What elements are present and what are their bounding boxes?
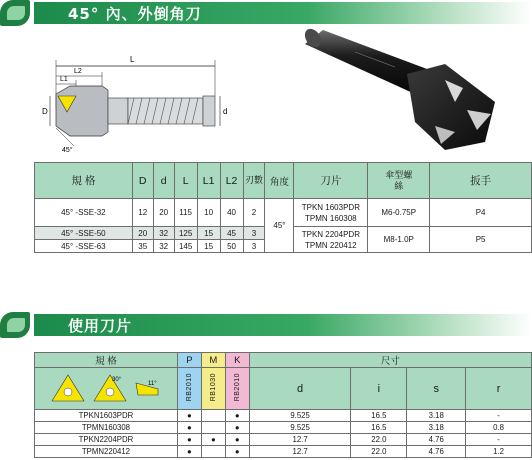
cell-d: 9.525 (249, 410, 351, 422)
insert-shapes-icon (46, 371, 166, 405)
cell-spec: TPKN1603PDR (35, 410, 178, 422)
cell-spec: 45° -SSE-32 (35, 199, 133, 227)
cell-K: ● (225, 446, 249, 458)
col-header-spec: 規 格 (35, 353, 178, 368)
cell-spec: TPMN160308 (35, 422, 178, 434)
cell-D: 20 (132, 227, 153, 240)
col-header-L: L (174, 163, 197, 199)
cell-P: ● (177, 410, 201, 422)
cell-insert (294, 199, 368, 227)
angle-label: 45° (62, 147, 73, 154)
col-header-L1: L1 (197, 163, 220, 199)
cell-d: 20 (153, 199, 174, 227)
col-header-r: r (466, 368, 532, 410)
cell-spec: TPKN2204PDR (35, 434, 178, 446)
table-row (35, 422, 532, 434)
section-bullet-icon (0, 312, 30, 338)
cell-D: 35 (132, 240, 153, 253)
cell-i: 16.5 (351, 410, 407, 422)
insert-spec-table (34, 352, 532, 458)
col-header-dimensions: 尺寸 (249, 353, 531, 368)
cell-L1: 15 (197, 227, 220, 240)
cell-i: 22.0 (351, 446, 407, 458)
cell-angle: 45° (265, 199, 294, 253)
col-header-d: d (153, 163, 174, 199)
col-header-i: i (351, 368, 407, 410)
section-title-bar (34, 2, 532, 24)
dim-d-label: d (223, 107, 228, 116)
cell-screw: M6-0.75P (368, 199, 430, 227)
table-row (35, 446, 532, 458)
cell-K: ● (225, 422, 249, 434)
cell-P: ● (177, 446, 201, 458)
col-header-insert: 刀片 (294, 163, 368, 199)
cell-i: 16.5 (351, 422, 407, 434)
cell-M (201, 446, 225, 458)
section-title: 45° 內、外倒角刀 (68, 5, 202, 23)
cell-s: 4.76 (407, 446, 466, 458)
cell-L1: 15 (197, 240, 220, 253)
col-header-angle: 角度 (265, 163, 294, 199)
dim-L1-label: L1 (60, 76, 68, 83)
cell-edges: 3 (243, 240, 265, 253)
cell-r: 1.2 (466, 446, 532, 458)
cell-r: 0.8 (466, 422, 532, 434)
section-bullet-icon (0, 0, 30, 26)
col-header-wrench: 扳手 (430, 163, 532, 199)
insert-model: TPKN 2204PDR (301, 229, 360, 239)
cell-insert (294, 227, 368, 253)
section-title-bar (34, 314, 532, 336)
col-header-screw: 傘型螺絲 (368, 163, 430, 199)
cell-K: ● (225, 434, 249, 446)
table-row (35, 199, 532, 227)
col-header-D: D (132, 163, 153, 199)
cell-L1: 10 (197, 199, 220, 227)
cell-L2: 45 (220, 227, 243, 240)
cell-L: 125 (174, 227, 197, 240)
table-row (35, 434, 532, 446)
col-header-edges: 刃數 (243, 163, 265, 199)
insert-model: TPMN 160308 (305, 213, 357, 223)
cell-M (201, 422, 225, 434)
grade-K: RB2010 (233, 373, 241, 402)
cell-spec: TPMN220412 (35, 446, 178, 458)
cell-edges: 3 (243, 227, 265, 240)
tool-dimension-drawing (30, 48, 240, 158)
cell-L: 145 (174, 240, 197, 253)
section-header-inserts (0, 312, 532, 338)
cell-d: 9.525 (249, 422, 351, 434)
cell-d: 32 (153, 227, 174, 240)
cell-screw: M8-1.0P (368, 227, 430, 253)
col-header-L2: L2 (220, 163, 243, 199)
grade-M: RB1030 (209, 373, 217, 402)
cell-K: ● (225, 410, 249, 422)
cell-L: 115 (174, 199, 197, 227)
cell-L2: 40 (220, 199, 243, 227)
cell-s: 3.18 (407, 422, 466, 434)
insert-model: TPMN 220412 (305, 240, 357, 250)
col-header-d: d (249, 368, 351, 410)
tool-spec-table (34, 162, 532, 253)
dim-L-label: L (130, 55, 135, 64)
cell-d: 12.7 (249, 446, 351, 458)
insert-angle-30: 30° (111, 376, 122, 383)
table-row (35, 410, 532, 422)
col-header-M: M (201, 353, 225, 368)
col-header-s: s (407, 368, 466, 410)
cell-spec: 45° -SSE-50 (35, 227, 133, 240)
col-header-P: P (177, 353, 201, 368)
cell-edges: 2 (243, 199, 265, 227)
col-header-K: K (225, 353, 249, 368)
cell-M: ● (201, 434, 225, 446)
cell-spec: 45° -SSE-63 (35, 240, 133, 253)
cell-L2: 50 (220, 240, 243, 253)
cell-d: 32 (153, 240, 174, 253)
dim-L2-label: L2 (74, 68, 82, 75)
cell-wrench: P5 (430, 227, 532, 253)
cell-r: - (466, 434, 532, 446)
cell-i: 22.0 (351, 434, 407, 446)
cell-r: - (466, 410, 532, 422)
cell-M (201, 410, 225, 422)
cell-D: 12 (132, 199, 153, 227)
cell-s: 3.18 (407, 410, 466, 422)
col-header-spec: 規 格 (35, 163, 133, 199)
cell-d: 12.7 (249, 434, 351, 446)
dim-D-label: D (42, 107, 48, 116)
tool-product-photo (295, 22, 510, 157)
insert-angle-11: 11° (147, 380, 157, 387)
insert-model: TPKN 1603PDR (301, 202, 360, 212)
cell-s: 4.76 (407, 434, 466, 446)
insert-shape-diagram (35, 368, 178, 410)
cell-P: ● (177, 434, 201, 446)
grade-P: RB2010 (185, 373, 193, 402)
section-title: 使用刀片 (68, 317, 133, 335)
cell-wrench: P4 (430, 199, 532, 227)
cell-P: ● (177, 422, 201, 434)
